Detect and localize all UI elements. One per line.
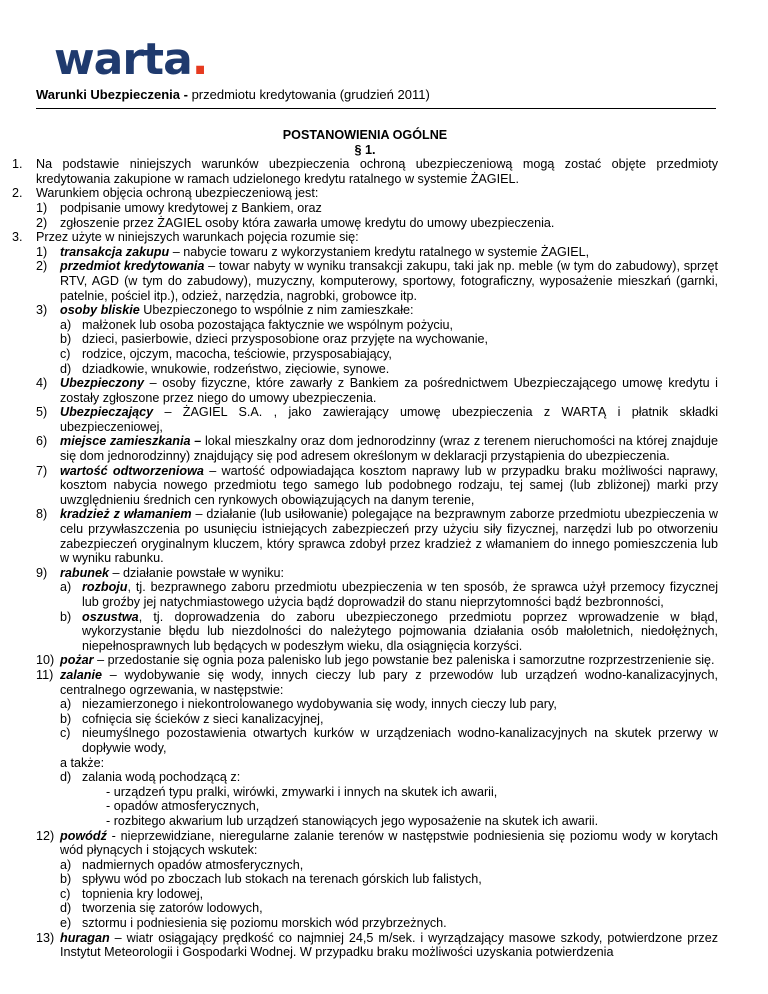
list-item	[12, 712, 718, 727]
item-text: – wiatr osiągający prędkość co najmniej 24,5 m/sek. i wyrządzający masowe szkody, potwierdzone przez Instytut Meteorologii i Gospodarki Wodnej. W przypadku braku możliwości uzyskania potwierdzenia	[60, 930, 718, 960]
item-text: dziadkowie, wnukowie, rodzeństwo, zięciowie, synowe.	[82, 361, 390, 376]
item-number: 11)	[36, 667, 54, 682]
item-text: rodzice, ojczym, macocha, teściowie, przysposabiający,	[82, 346, 392, 361]
list-item	[12, 580, 718, 609]
item-number: 7)	[36, 463, 48, 478]
item-text: – przedostanie się ognia poza palenisko lub jego powstanie bez paleniska i samorzutne rozprzestrzenienie się.	[93, 653, 715, 668]
list-item	[12, 887, 718, 902]
item-text: sztormu i podniesienia się poziomu morskich wód przybrzeżnych.	[82, 916, 447, 931]
list-item	[12, 464, 718, 508]
item-number: b)	[60, 872, 72, 887]
item-text: , tj. doprowadzenia do zaboru ubezpieczonego przedmiotu poprzez wprowadzenie w błąd, wykorzystanie błędu lub niezdolności do należytego pojmowania działania osób małoletnich, niedołężnych, niepełnosprawnych lub będących w podeszłym wieku, dla osiągnięcia korzyści.	[82, 609, 718, 653]
item-number: a)	[60, 697, 72, 712]
item-text: małżonek lub osoba pozostająca faktycznie we wspólnym pożyciu,	[82, 317, 454, 332]
defined-term: oszustwa	[82, 609, 139, 624]
list-item	[12, 566, 718, 581]
item-text: – nabycie towaru z wykorzystaniem kredytu ratalnego w systemie ŻAGIEL,	[169, 244, 590, 259]
defined-term: przedmiot kredytowania	[60, 259, 205, 274]
item-number: 8)	[36, 507, 48, 522]
section-number: § 1.	[354, 142, 376, 157]
list-item	[12, 230, 718, 245]
list-item	[12, 347, 718, 362]
defined-term: osoby bliskie	[60, 303, 140, 318]
item-text: Warunkiem objęcia ochroną ubezpieczeniową jest:	[36, 186, 319, 201]
item-number: 1.	[12, 157, 23, 172]
list-item	[12, 216, 718, 231]
item-number: 5)	[36, 405, 48, 420]
list-item	[12, 931, 718, 960]
logo-word: warta	[54, 34, 192, 85]
item-text: zgłoszenie przez ŻAGIEL osoby która zawarła umowę kredytu do umowy ubezpieczenia.	[60, 215, 555, 230]
list-item	[12, 668, 718, 697]
item-text: – towar nabyty w wyniku transakcji zakupu, taki jak np. meble (w tym do zabudowy), sprzęt RTV, AGD (w tym do zabudowy), muzyczny, komputerowy, sportowy, fotograficzny, wyposażenie mieszkań (garnki, patelnie, pościel itp.), odzież, narzędzia, nagrobki, grobowce itp.	[60, 259, 718, 303]
list-item	[12, 186, 718, 201]
list-item	[12, 829, 718, 858]
item-text: spływu wód po zboczach lub stokach na terenach górskich lub falistych,	[82, 872, 482, 887]
item-number: d)	[60, 361, 72, 376]
list-item	[12, 259, 718, 303]
item-text: lokal mieszkalny oraz dom jednorodzinny (wraz z terenem nieruchomości na której znajduje się dom jednorodzinny) znajdujący się pod adresem określonym w deklaracji przystąpienia do ubezpieczenia.	[60, 434, 718, 464]
item-number: d)	[60, 770, 72, 785]
header-bold: Warunki Ubezpieczenia -	[36, 87, 192, 102]
item-text: - nieprzewidziane, nieregularne zalanie terenów w następstwie podniesienia się poziomu wody w korytach wód płynących i stojących wskutek:	[60, 828, 718, 858]
logo-dot: .	[191, 34, 208, 85]
defined-term: transakcja zakupu	[60, 244, 170, 259]
item-number: a)	[60, 857, 72, 872]
list-item	[12, 858, 718, 873]
item-number: 1)	[36, 200, 48, 215]
item-number: 2.	[12, 186, 23, 201]
item-text: , tj. bezprawnego zaboru przedmiotu ubezpieczenia w ten sposób, że sprawca użył przemocy fizycznej lub groźby jej natychmiastowego użycia bądź doprowadził do stanu nieprzytomności bądź bezbronności,	[82, 580, 718, 609]
item-text: zalania wodą pochodzącą z:	[82, 770, 241, 785]
header-divider	[36, 108, 716, 109]
item-text: Ubezpieczonego to wspólnie z nim zamieszkałe:	[139, 303, 414, 318]
item-text: Przez użyte w niniejszych warunkach pojęcia rozumie się:	[36, 230, 359, 245]
list-item	[12, 785, 718, 800]
list-item	[12, 318, 718, 333]
list-item	[12, 362, 718, 377]
document-header	[36, 87, 430, 102]
item-number: b)	[60, 609, 72, 624]
item-number: b)	[60, 711, 72, 726]
list-item	[12, 405, 718, 434]
list-item	[12, 303, 718, 318]
defined-term: kradzież z włamaniem	[60, 507, 192, 522]
item-number: e)	[60, 916, 72, 931]
item-number: c)	[60, 346, 71, 361]
item-number: a)	[60, 580, 72, 595]
item-number: 1)	[36, 244, 48, 259]
item-text: – wydobywanie się wody, innych cieczy lub pary z przewodów lub urządzeń wodno-kanalizacyjnych, centralnego ogrzewania, w następstwie:	[60, 667, 718, 697]
warta-logo	[54, 34, 208, 85]
item-text: topnienia kry lodowej,	[82, 886, 204, 901]
item-text: podpisanie umowy kredytowej z Bankiem, oraz	[60, 200, 322, 215]
item-text: niezamierzonego i niekontrolowanego wydobywania się wody, innych cieczy lub pary,	[82, 697, 557, 712]
item-number: c)	[60, 726, 71, 741]
defined-term: rabunek	[60, 565, 109, 580]
item-number: 10)	[36, 653, 55, 668]
item-number: d)	[60, 901, 72, 916]
defined-term: rozboju	[82, 580, 128, 595]
item-number: c)	[60, 886, 71, 901]
list-item	[12, 901, 718, 916]
section-title: POSTANOWIENIA OGÓLNE	[282, 128, 448, 142]
item-number: 9)	[36, 565, 48, 580]
header-rest: przedmiotu kredytowania (grudzień 2011)	[191, 87, 430, 102]
list-item	[12, 726, 718, 755]
list-item	[12, 245, 718, 260]
list-item	[12, 916, 718, 931]
defined-term: miejsce zamieszkania –	[60, 434, 202, 449]
list-item	[12, 697, 718, 712]
item-number: 3)	[36, 303, 48, 318]
item-number: 2)	[36, 259, 48, 274]
item-text: – działanie powstałe w wyniku:	[109, 565, 285, 580]
list-item	[12, 157, 718, 186]
item-text: nadmiernych opadów atmosferycznych,	[82, 857, 304, 872]
list-item	[12, 770, 718, 785]
item-number: 6)	[36, 434, 48, 449]
document-body	[12, 128, 718, 960]
list-item	[12, 799, 718, 814]
item-number: 3.	[12, 230, 23, 245]
list-item	[12, 756, 718, 771]
list-item	[12, 610, 718, 654]
item-text: – osoby fizyczne, które zawarły z Bankiem za pośrednictwem Ubezpieczającego umowę kredytu i zostały zgłoszone przez niego do umowy ubezpieczenia.	[60, 376, 718, 405]
item-text: – działanie (lub usiłowanie) polegające na bezprawnym zaborze przedmiotu ubezpieczenia w celu przywłaszczenia po usunięciu istniejących zabezpieczeń przy użyciu siły fizycznej, narzędzi lub po otworzeniu zabezpieczeń oryginalnym kluczem, który sprawca zdobył przez kradzież z włamaniem do innego pomieszczenia lub w wyniku rabunku.	[60, 507, 718, 566]
defined-term: Ubezpieczony	[60, 376, 144, 391]
item-text: – wartość odpowiadająca kosztom naprawy lub w przypadku braku możliwości naprawy, kosztom nabycia nowego przedmiotu tego samego lub podobnego rodzaju, tej samej (lub zbliżonej) marki przy uwzględnieniu średnich cen rynkowych obowiązujących na danym terenie,	[60, 463, 718, 507]
item-text: - rozbitego akwarium lub urządzeń stanowiących jego wyposażenie na skutek ich awarii.	[106, 813, 599, 828]
item-number: 2)	[36, 215, 48, 230]
defined-term: Ubezpieczający	[60, 405, 154, 420]
list-item	[12, 872, 718, 887]
list-item	[12, 653, 718, 668]
item-text: dzieci, pasierbowie, dzieci przysposobione oraz przyjęte na wychowanie,	[82, 332, 489, 347]
item-number: 13)	[36, 930, 55, 945]
item-text: a także:	[60, 755, 105, 770]
item-text: Na podstawie niniejszych warunków ubezpieczenia ochroną ubezpieczeniową mogą zostać objęte przedmioty kredytowania zakupione w ramach udzielonego kredytu ratalnego w systemie ŻAGIEL.	[36, 157, 718, 186]
defined-term: huragan	[60, 930, 110, 945]
list-item	[12, 434, 718, 463]
item-number: 4)	[36, 376, 48, 391]
list-item	[12, 814, 718, 829]
list-item	[12, 376, 718, 405]
defined-term: wartość odtworzeniowa	[60, 463, 204, 478]
defined-term: zalanie	[60, 667, 102, 682]
defined-term: pożar	[60, 653, 94, 668]
item-text: nieumyślnego pozostawienia otwartych kurków w urządzeniach wodno-kanalizacyjnych na skutek przerwy w dopływie wody,	[82, 726, 718, 755]
defined-term: powódź	[60, 828, 107, 843]
list-item	[12, 507, 718, 565]
item-text: tworzenia się zatorów lodowych,	[82, 901, 263, 916]
item-number: a)	[60, 317, 72, 332]
item-text: – ŻAGIEL S.A. , jako zawierający umowę ubezpieczenia z WARTĄ i płatnik składki ubezpieczeniowej,	[60, 405, 718, 434]
item-text: - opadów atmosferycznych,	[106, 799, 260, 814]
item-number: 12)	[36, 828, 55, 843]
list-item	[12, 201, 718, 216]
item-number: b)	[60, 332, 72, 347]
list-item	[12, 332, 718, 347]
item-text: - urządzeń typu pralki, wirówki, zmywarki i innych na skutek ich awarii,	[106, 784, 498, 799]
item-text: cofnięcia się ścieków z sieci kanalizacyjnej,	[82, 711, 324, 726]
